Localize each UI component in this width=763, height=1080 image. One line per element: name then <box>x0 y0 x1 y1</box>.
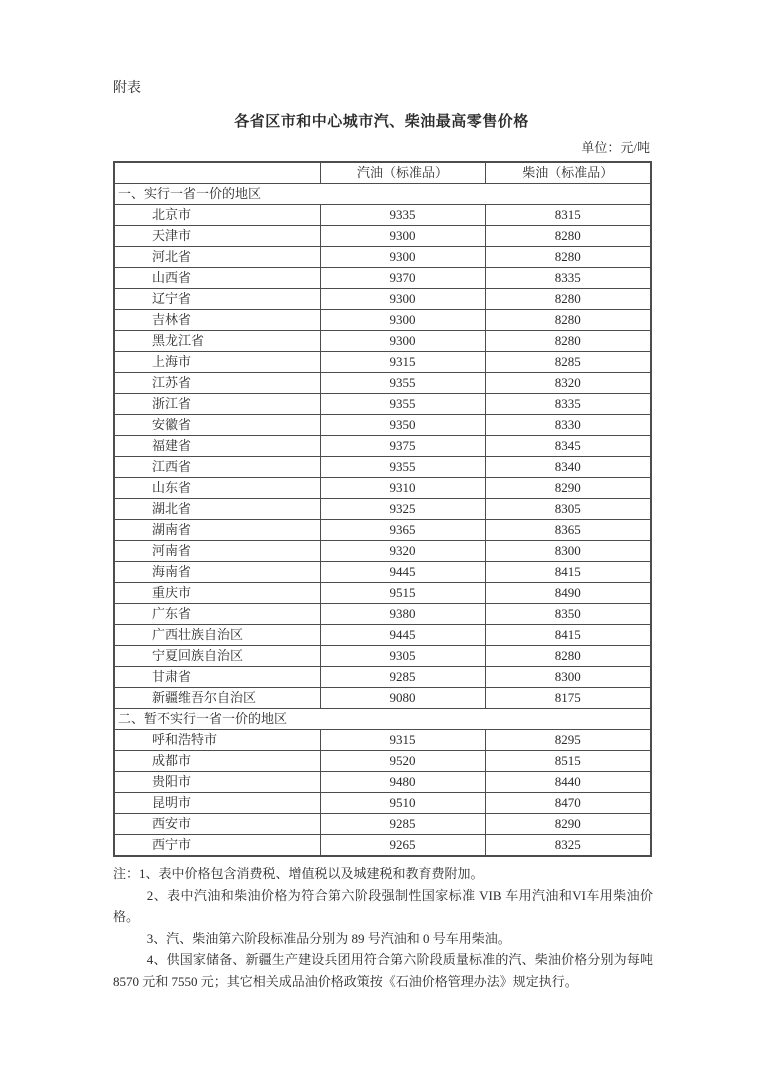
region-cell: 湖北省 <box>114 499 320 520</box>
region-cell: 新疆维吾尔自治区 <box>114 688 320 709</box>
section-header-row <box>114 184 651 205</box>
region-cell: 河北省 <box>114 247 320 268</box>
table-row <box>114 604 651 625</box>
table-row <box>114 394 651 415</box>
diesel-price-cell: 8365 <box>485 520 651 541</box>
diesel-price-cell: 8335 <box>485 394 651 415</box>
gasoline-price-cell: 9325 <box>320 499 485 520</box>
diesel-price-cell: 8320 <box>485 373 651 394</box>
gasoline-price-cell: 9305 <box>320 646 485 667</box>
table-row <box>114 457 651 478</box>
gasoline-price-cell: 9320 <box>320 541 485 562</box>
gasoline-price-cell: 9480 <box>320 772 485 793</box>
gasoline-price-cell: 9300 <box>320 226 485 247</box>
notes <box>113 863 653 992</box>
region-cell: 重庆市 <box>114 583 320 604</box>
gasoline-price-cell: 9375 <box>320 436 485 457</box>
table-row <box>114 289 651 310</box>
note-line-4: 4、供国家储备、新疆生产建设兵团用符合第六阶段质量标准的汽、柴油价格分别为每吨 8570 元和 7550 元；其它相关成品油价格政策按《石油价格管理办法》规定执行。 <box>113 952 653 989</box>
table-body <box>114 162 651 856</box>
column-header-diesel: 柴油（标准品） <box>485 162 651 184</box>
column-header-region <box>114 162 320 184</box>
gasoline-price-cell: 9080 <box>320 688 485 709</box>
diesel-price-cell: 8285 <box>485 352 651 373</box>
gasoline-price-cell: 9355 <box>320 457 485 478</box>
diesel-price-cell: 8515 <box>485 751 651 772</box>
gasoline-price-cell: 9265 <box>320 835 485 857</box>
table-header-row <box>114 162 651 184</box>
diesel-price-cell: 8305 <box>485 499 651 520</box>
section-header-label: 二、暂不实行一省一价的地区 <box>114 709 651 730</box>
table-row <box>114 772 651 793</box>
gasoline-price-cell: 9300 <box>320 247 485 268</box>
note-line-1: 注：1、表中价格包含消费税、增值税以及城建税和教育费附加。 <box>113 866 484 881</box>
table-row <box>114 352 651 373</box>
gasoline-price-cell: 9335 <box>320 205 485 226</box>
diesel-price-cell: 8280 <box>485 247 651 268</box>
diesel-price-cell: 8335 <box>485 268 651 289</box>
column-header-gasoline: 汽油（标准品） <box>320 162 485 184</box>
gasoline-price-cell: 9300 <box>320 331 485 352</box>
page-title: 各省区市和中心城市汽、柴油最高零售价格 <box>234 114 529 130</box>
diesel-price-cell: 8415 <box>485 625 651 646</box>
gasoline-price-cell: 9300 <box>320 310 485 331</box>
region-cell: 上海市 <box>114 352 320 373</box>
table-row <box>114 247 651 268</box>
table-row <box>114 478 651 499</box>
diesel-price-cell: 8300 <box>485 541 651 562</box>
diesel-price-cell: 8330 <box>485 415 651 436</box>
region-cell: 广西壮族自治区 <box>114 625 320 646</box>
gasoline-price-cell: 9380 <box>320 604 485 625</box>
region-cell: 呼和浩特市 <box>114 730 320 751</box>
region-cell: 昆明市 <box>114 793 320 814</box>
gasoline-price-cell: 9285 <box>320 814 485 835</box>
table-row <box>114 667 651 688</box>
appendix-label: 附表 <box>113 81 141 96</box>
table-row <box>114 331 651 352</box>
diesel-price-cell: 8470 <box>485 793 651 814</box>
region-cell: 湖南省 <box>114 520 320 541</box>
table-row <box>114 499 651 520</box>
table-row <box>114 268 651 289</box>
region-cell: 浙江省 <box>114 394 320 415</box>
region-cell: 西安市 <box>114 814 320 835</box>
gasoline-price-cell: 9370 <box>320 268 485 289</box>
gasoline-price-cell: 9315 <box>320 352 485 373</box>
table-row <box>114 835 651 857</box>
region-cell: 海南省 <box>114 562 320 583</box>
gasoline-price-cell: 9355 <box>320 373 485 394</box>
region-cell: 西宁市 <box>114 835 320 857</box>
table-row <box>114 646 651 667</box>
region-cell: 辽宁省 <box>114 289 320 310</box>
diesel-price-cell: 8315 <box>485 205 651 226</box>
table-row <box>114 625 651 646</box>
diesel-price-cell: 8290 <box>485 478 651 499</box>
table-row <box>114 226 651 247</box>
region-cell: 天津市 <box>114 226 320 247</box>
gasoline-price-cell: 9365 <box>320 520 485 541</box>
diesel-price-cell: 8300 <box>485 667 651 688</box>
table-row <box>114 751 651 772</box>
diesel-price-cell: 8340 <box>485 457 651 478</box>
region-cell: 江西省 <box>114 457 320 478</box>
gasoline-price-cell: 9520 <box>320 751 485 772</box>
region-cell: 贵阳市 <box>114 772 320 793</box>
section-header-label: 一、实行一省一价的地区 <box>114 184 651 205</box>
region-cell: 广东省 <box>114 604 320 625</box>
diesel-price-cell: 8280 <box>485 646 651 667</box>
diesel-price-cell: 8490 <box>485 583 651 604</box>
table-row <box>114 562 651 583</box>
note-line-2: 2、表中汽油和柴油价格为符合第六阶段强制性国家标准 VIB 车用汽油和VI车用柴油价格。 <box>113 887 653 924</box>
gasoline-price-cell: 9445 <box>320 625 485 646</box>
diesel-price-cell: 8280 <box>485 289 651 310</box>
region-cell: 成都市 <box>114 751 320 772</box>
section-header-row <box>114 709 651 730</box>
gasoline-price-cell: 9350 <box>320 415 485 436</box>
gasoline-price-cell: 9445 <box>320 562 485 583</box>
diesel-price-cell: 8280 <box>485 226 651 247</box>
region-cell: 福建省 <box>114 436 320 457</box>
region-cell: 江苏省 <box>114 373 320 394</box>
table-row <box>114 520 651 541</box>
price-table <box>113 161 652 857</box>
gasoline-price-cell: 9300 <box>320 289 485 310</box>
unit-label: 单位：元/吨 <box>581 140 650 155</box>
diesel-price-cell: 8440 <box>485 772 651 793</box>
gasoline-price-cell: 9510 <box>320 793 485 814</box>
region-cell: 安徽省 <box>114 415 320 436</box>
table-row <box>114 436 651 457</box>
diesel-price-cell: 8345 <box>485 436 651 457</box>
diesel-price-cell: 8290 <box>485 814 651 835</box>
diesel-price-cell: 8175 <box>485 688 651 709</box>
table-row <box>114 373 651 394</box>
table-row <box>114 415 651 436</box>
table-row <box>114 688 651 709</box>
region-cell: 山东省 <box>114 478 320 499</box>
region-cell: 吉林省 <box>114 310 320 331</box>
region-cell: 甘肃省 <box>114 667 320 688</box>
diesel-price-cell: 8325 <box>485 835 651 857</box>
gasoline-price-cell: 9355 <box>320 394 485 415</box>
table-row <box>114 730 651 751</box>
table-row <box>114 205 651 226</box>
diesel-price-cell: 8415 <box>485 562 651 583</box>
diesel-price-cell: 8350 <box>485 604 651 625</box>
diesel-price-cell: 8280 <box>485 310 651 331</box>
diesel-price-cell: 8280 <box>485 331 651 352</box>
table-row <box>114 541 651 562</box>
region-cell: 北京市 <box>114 205 320 226</box>
gasoline-price-cell: 9310 <box>320 478 485 499</box>
table-row <box>114 793 651 814</box>
gasoline-price-cell: 9515 <box>320 583 485 604</box>
diesel-price-cell: 8295 <box>485 730 651 751</box>
region-cell: 黑龙江省 <box>114 331 320 352</box>
gasoline-price-cell: 9315 <box>320 730 485 751</box>
note-line-3: 3、汽、柴油第六阶段标准品分别为 89 号汽油和 0 号车用柴油。 <box>146 930 511 946</box>
region-cell: 河南省 <box>114 541 320 562</box>
table-row <box>114 583 651 604</box>
region-cell: 宁夏回族自治区 <box>114 646 320 667</box>
region-cell: 山西省 <box>114 268 320 289</box>
gasoline-price-cell: 9285 <box>320 667 485 688</box>
table-row <box>114 814 651 835</box>
table-row <box>114 310 651 331</box>
